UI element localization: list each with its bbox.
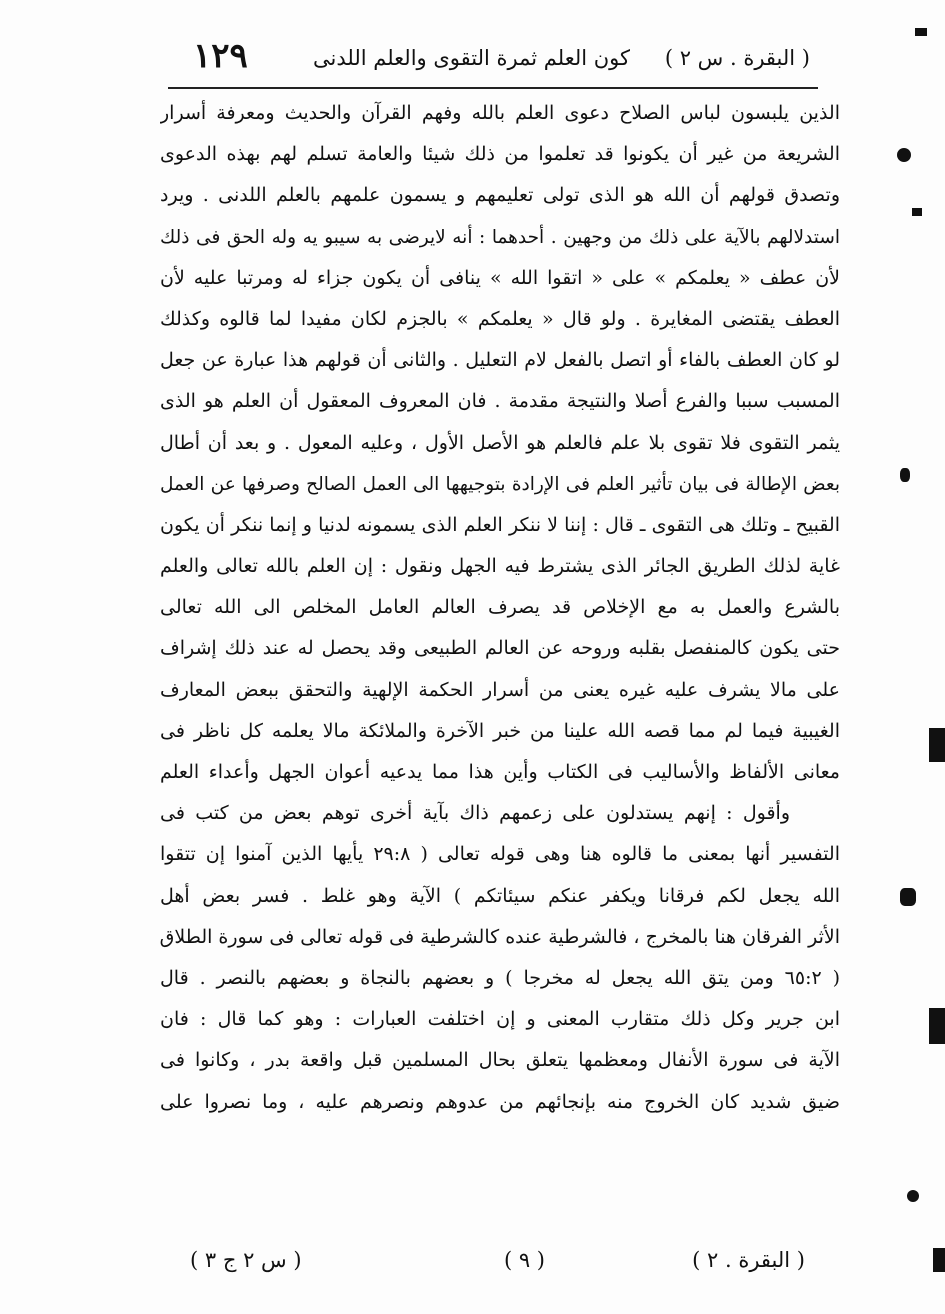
margin-mark [900, 888, 916, 906]
text-line: بعض الإطالة فى بيان تأثير العلم فى الإرادة بتوجيهها الى العمل الصالح وصرفها عن العمل [160, 473, 840, 495]
text-line: ضيق شديد كان الخروج منه بإنجائهم من عدوهم ونصرهم عليه ، وما نصروا على [160, 1090, 840, 1113]
text-line: غاية لذلك الطريق الجائر الذى يشترط فيه الجهل ونقول : إن العلم بالله تعالى والعلم [160, 555, 840, 578]
text-line: وتصدق قولهم أن الله هو الذى تولى تعليمهم و يسمون علمهم بالعلم اللدنى . ويرد [160, 184, 840, 207]
header-rule [168, 87, 818, 89]
text-line: العطف يقتضى المغايرة . ولو قال « يعلمكم » بالجزم لكان مفيدا لما قالوه وكذلك [160, 307, 840, 330]
text-line: الأثر الفرقان هنا بالمخرج ، فالشرطية عنده كالشرطية فى قوله تعالى فى سورة الطلاق [160, 925, 840, 948]
margin-mark [933, 1248, 945, 1272]
header-surah-ref: ( البقرة . س ٢ ) [664, 46, 810, 70]
footer-signature: ( ٩ ) [503, 1248, 545, 1272]
text-line: يثمر التقوى فلا تقوى بلا علم فالعلم هو الأصل الأول ، وعليه المعول . و بعد أن أطال [160, 431, 840, 454]
margin-mark [929, 728, 945, 762]
text-line: حتى يكون كالمنفصل بقلبه وروحه عن العالم الطبيعى وقد يحصل له عند ذلك إشراف [160, 637, 840, 660]
text-line: الآية فى سورة الأنفال ومعظمها يتعلق بحال المسلمين قبل واقعة بدر ، وكانوا فى [160, 1049, 840, 1072]
margin-mark [897, 148, 911, 162]
text-line: وأقول : إنهم يستدلون على زعمهم ذاك بآية أخرى توهم بعض من كتب فى [160, 802, 790, 825]
margin-mark [915, 28, 927, 36]
margin-mark [912, 208, 922, 216]
footer-volume: ( س ٢ ج ٣ ) [190, 1248, 302, 1272]
text-line: لو كان العطف بالفاء أو اتصل بالفعل لام التعليل . والثانى أن قولهم هذا عبارة عن جعل [160, 349, 840, 372]
page-footer [190, 1240, 805, 1280]
text-line: على مالا يشرف عليه غيره يعنى من أسرار الحكمة الإلهية والتحقق ببعض المعارف [160, 678, 840, 701]
text-line: معانى الألفاظ والأساليب فى الكتاب وأين هذا مما يدعيه أعوان الجهل وأعداء العلم [160, 761, 840, 783]
text-line: الغيبية فيما لم مما قصه الله علينا من خبر الآخرة والملائكة مالا يعلمه كل ناظر فى [160, 719, 840, 742]
text-line: بالشرع والعمل به مع الإخلاص قد يصرف العالم العامل المخلص الى الله تعالى [160, 596, 840, 619]
page-number: ١٢٩ [193, 36, 248, 76]
text-line: القبيح ـ وتلك هى التقوى ـ قال : إننا لا ننكر العلم الذى يسمونه لدنيا و إنما ننكر أن يكون [160, 513, 840, 536]
text-line: ( ٦٥:٢ ومن يتق الله يجعل له مخرجا ) و بعضهم بالنجاة و بعضهم بالنصر . قال [160, 966, 840, 989]
text-line: استدلالهم بالآية على ذلك من وجهين . أحدهما : أنه لايرضى به سيبو يه وله الحق فى ذلك [160, 226, 840, 248]
text-line: التفسير أنها بمعنى ما قالوه هنا وهى قوله تعالى ( ٢٩:٨ يأيها الذين آمنوا إن تتقوا [160, 843, 840, 866]
body-text [160, 93, 840, 1123]
header-title: كون العلم ثمرة التقوى والعلم اللدنى [313, 46, 630, 70]
text-line: لأن عطف « يعلمكم » على « اتقوا الله » ينافى أن يكون جزاء له ومرتبا عليه لأن [160, 266, 840, 289]
margin-mark [929, 1008, 945, 1044]
margin-mark [907, 1190, 919, 1202]
text-line: الشريعة من غير أن يكونوا قد تعلموا من ذلك شيئا والعامة تسلم لهم بهذه الدعوى [160, 143, 840, 166]
footer-surah: ( البقرة . ٢ ) [692, 1248, 805, 1272]
text-line: الله يجعل لكم فرقانا ويكفر عنكم سيئاتكم ) الآية وهو غلط . فسر بعض أهل [160, 884, 840, 907]
text-line: الذين يلبسون لباس الصلاح دعوى العلم بالله وفهم القرآن والحديث ومعرفة أسرار [160, 102, 840, 124]
text-line: المسبب سببا والفرع أصلا والنتيجة مقدمة . فان المعروف المعقول أن العلم هو الذى [160, 390, 840, 413]
margin-mark [900, 468, 910, 482]
running-header [165, 38, 810, 88]
text-line: ابن جرير وكل ذلك متقارب المعنى و إن اختلفت العبارات : وهو كما قال : فان [160, 1008, 840, 1031]
